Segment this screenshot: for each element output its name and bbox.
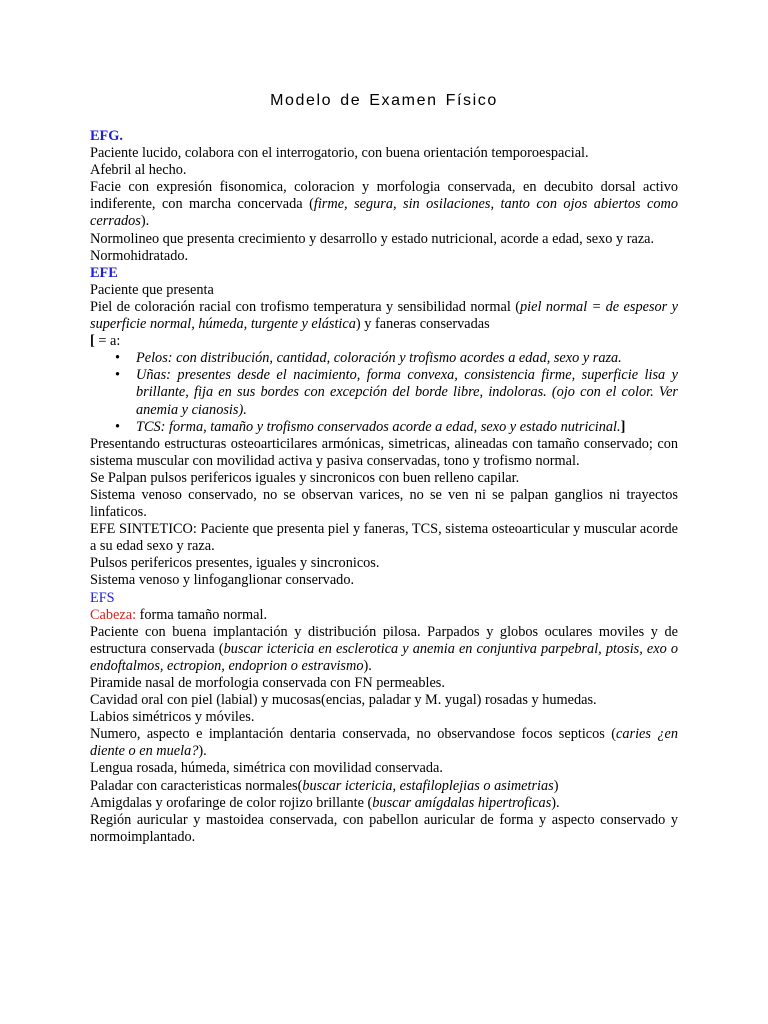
italic-note: firme, segura, sin osilaciones, tanto con ojos abiertos como cerrados [90, 196, 678, 230]
efg-paragraph [90, 179, 678, 230]
efe-line: Sistema venoso conservado, no se observan varices, no se ven ni se palpan ganglios ni trayectos linfaticos. [90, 486, 678, 521]
text: Amigdalas y orofaringe de color rojizo brillante ( [90, 794, 373, 811]
text: ). [551, 794, 560, 811]
bullet-icon: • [115, 350, 121, 367]
italic-note: buscar amígdalas hipertroficas [372, 794, 552, 811]
efs-heading: EFS [90, 589, 115, 606]
document-body [90, 128, 678, 846]
bullet-icon: • [115, 367, 121, 384]
bracket-open: [ [90, 333, 95, 350]
efs-paragraph [90, 778, 678, 795]
efs-line: Lengua rosada, húmeda, simétrica con movilidad conservada. [90, 760, 443, 777]
text: ) y faneras conservadas [355, 316, 490, 333]
efs-line: Región auricular y mastoidea conservada, con pabellon auricular de forma y aspecto conservado y normoimplantado. [90, 811, 678, 845]
italic-note: caries ¿en diente o en muela? [90, 726, 679, 760]
efs-paragraph [90, 795, 678, 812]
text: Facie con expresión fisonomica, coloracion y morfologia conservada, en decubito dorsal activo indiferente, con marcha concervada ( [90, 179, 678, 213]
efe-heading: EFE [90, 264, 118, 281]
efs-paragraph [90, 624, 678, 675]
efe-line: Se Palpan pulsos perifericos iguales y sincronicos con buen relleno capilar. [90, 469, 520, 486]
efg-line: Normohidratado. [90, 247, 189, 264]
bullet-text: TCS: forma, tamaño y trofismo conservados acorde a edad, sexo y estado nutricinal. [136, 418, 621, 435]
text: Numero, aspecto e implantación dentaria conservada, no observandose focos septicos ( [90, 726, 617, 743]
bullet-list [90, 350, 678, 435]
text: forma tamaño normal. [136, 606, 268, 623]
text: ) [553, 777, 559, 794]
efg-heading: EFG. [90, 128, 123, 144]
efs-line: Labios simétricos y móviles. [90, 709, 255, 726]
efs-line: Cavidad oral con piel (labial) y mucosas(encias, paladar y M. yugal) rosadas y humedas. [90, 692, 597, 709]
efs-line: Piramide nasal de morfologia conservada con FN permeables. [90, 675, 445, 691]
bullet-text: Uñas: presentes desde el nacimiento, forma convexa, consistencia firme, superficie lisa y brillante, fija en sus bordes con excepción del borde libre, indoloras. (ojo con el color. Ver anemia y cianosis). [136, 367, 678, 418]
list-item [90, 350, 678, 367]
text: ). [363, 657, 372, 674]
list-item [90, 367, 678, 418]
efg-line: Normolineo que presenta crecimiento y desarrollo y estado nutricional, acorde a edad, sexo y raza. [90, 230, 655, 247]
efs-paragraph [90, 726, 678, 760]
text: ). [198, 743, 207, 760]
efe-line: Paciente que presenta [90, 281, 214, 298]
bracket-close: ] [620, 418, 626, 435]
text: Paladar con caracteristicas normales( [90, 777, 303, 794]
cabeza-label: Cabeza: [90, 606, 137, 623]
bullet-icon: • [115, 418, 121, 435]
text: = a: [94, 333, 121, 350]
efe-line: Pulsos perifericos presentes, iguales y sincronicos. [90, 555, 380, 572]
efe-line: Presentando estructuras osteoarticilares armónicas, simetricas, alineadas con tamaño conservado; con sistema muscular con movilidad activa y pasiva conservadas, tono y trofismo normal. [90, 435, 678, 469]
italic-note: buscar ictericia, estafiloplejias o asimetrias [302, 777, 554, 794]
efg-line: Afebril al hecho. [90, 162, 187, 179]
efe-line: Sistema venoso y linfoganglionar conservado. [90, 572, 355, 589]
list-item [90, 419, 678, 436]
bracket-line [90, 333, 678, 350]
italic-note: buscar ictericia en esclerotica y anemia en conjuntiva parpebral, ptosis, exo o endoftalmos, ectropion, endoprion o estravismo [90, 640, 679, 674]
text: Piel de coloración racial con trofismo temperatura y sensibilidad normal ( [90, 298, 521, 315]
cabeza-line [90, 607, 678, 624]
efg-line: Paciente lucido, colabora con el interrogatorio, con buena orientación temporoespacial. [90, 145, 589, 162]
page-title: Modelo de Examen Físico [270, 92, 498, 109]
italic-note: piel normal = de espesor y superficie normal, húmeda, turgente y elástica [90, 298, 678, 333]
efe-paragraph [90, 299, 678, 333]
efe-line: EFE SINTETICO: Paciente que presenta piel y faneras, TCS, sistema osteoarticular y muscular acorde a su edad sexo y raza. [90, 521, 678, 555]
text: ). [140, 213, 150, 230]
bullet-text: Pelos: con distribución, cantidad, coloración y trofismo acordes a edad, sexo y raza. [136, 350, 622, 367]
text: Paciente con buena implantación y distribución pilosa. Parpados y globos oculares moviles y de estructura conservada ( [90, 623, 678, 657]
